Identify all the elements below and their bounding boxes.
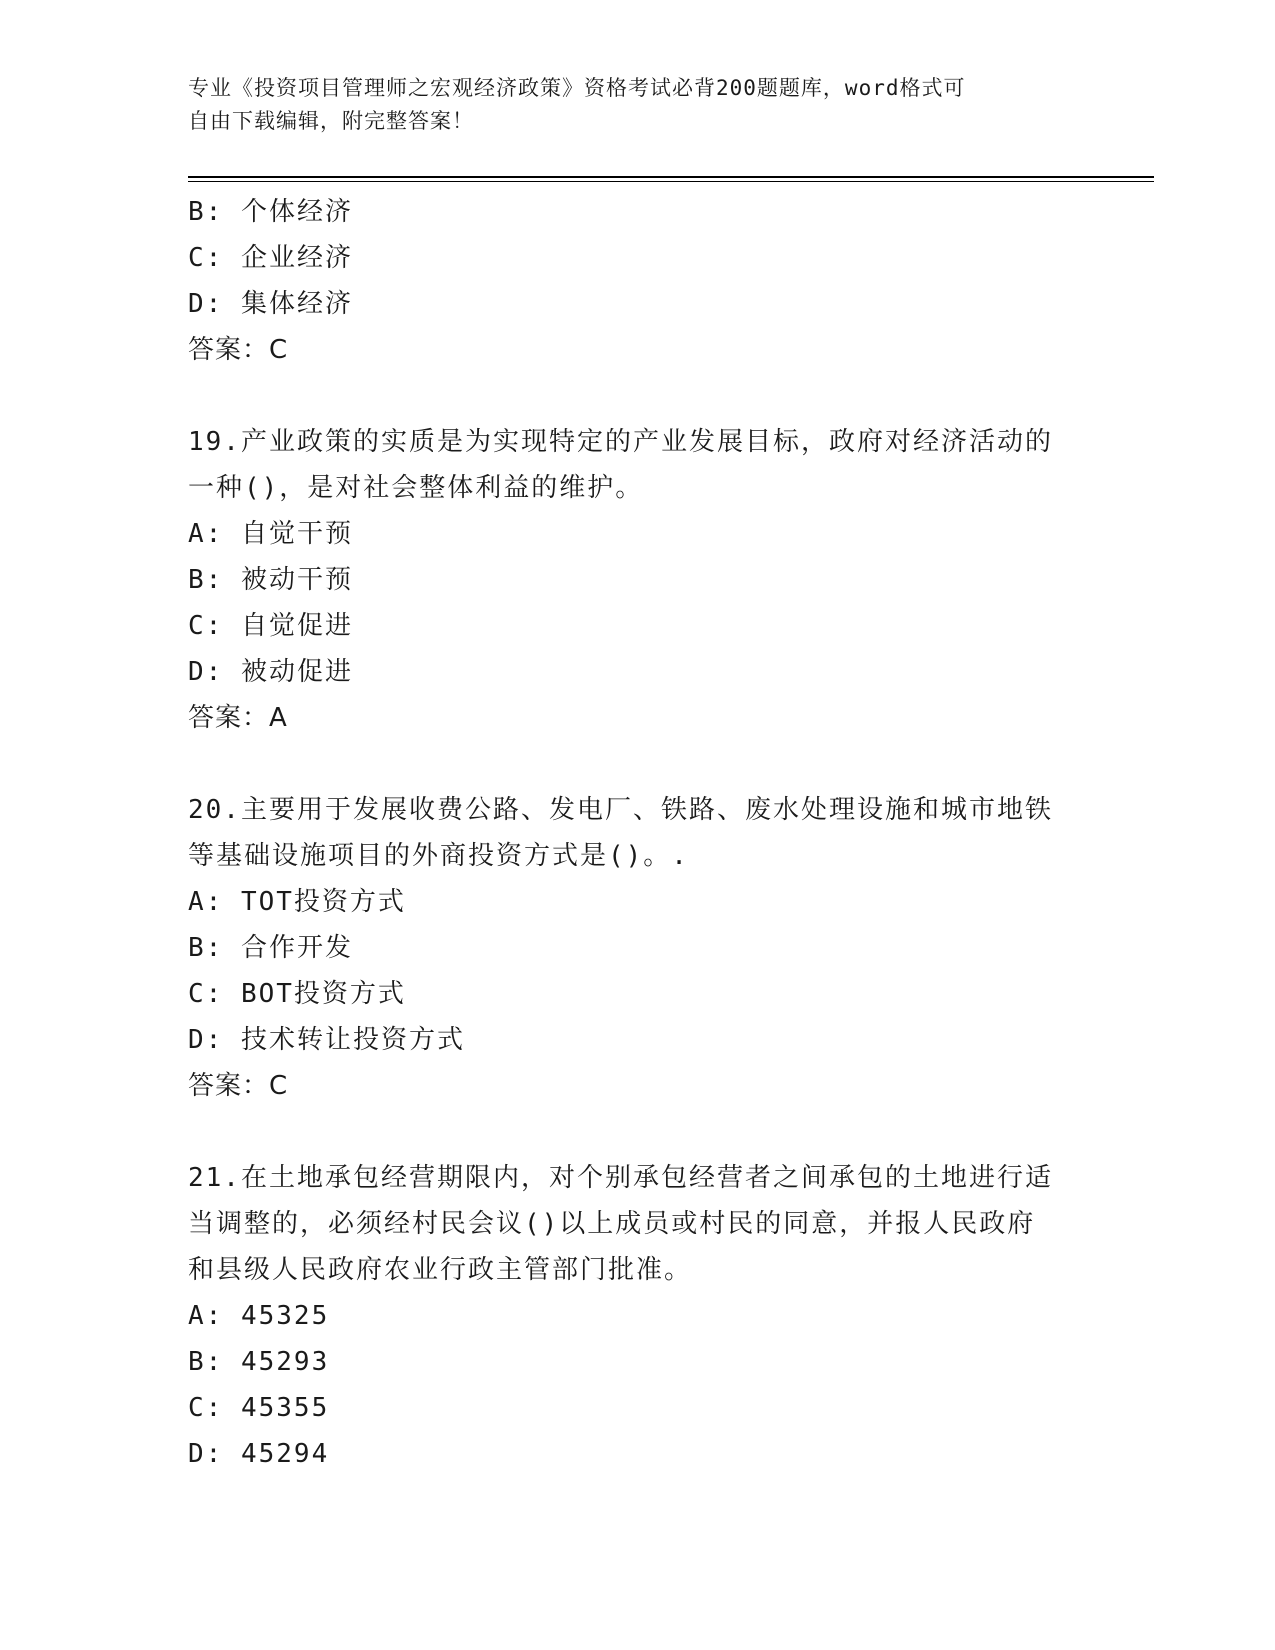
header-line-2: 自由下载编辑，附完整答案！ xyxy=(188,109,474,133)
option-b: B: 45293 xyxy=(188,1347,330,1377)
option-a: A: 自觉干预 xyxy=(188,519,353,549)
option-d: D: 被动促进 xyxy=(188,657,353,687)
answer-line: 答案：A xyxy=(188,703,288,733)
option-a: A: TOT投资方式 xyxy=(188,887,406,917)
spacer xyxy=(188,741,1088,787)
question-stem: 当调整的，必须经村民会议()以上成员或村民的同意，并报人民政府 xyxy=(188,1209,1036,1239)
answer-line: 答案：C xyxy=(188,1071,289,1101)
question-19 xyxy=(188,419,1088,741)
spacer xyxy=(188,1109,1088,1155)
option-c: C: 企业经济 xyxy=(188,243,353,273)
question-stem: 20.主要用于发展收费公路、发电厂、铁路、废水处理设施和城市地铁 xyxy=(188,795,1053,825)
question-20 xyxy=(188,787,1088,1109)
question-stem: 21.在土地承包经营期限内，对个别承包经营者之间承包的土地进行适 xyxy=(188,1163,1053,1193)
option-c: C: 自觉促进 xyxy=(188,611,353,641)
question-stem: 一种()，是对社会整体利益的维护。 xyxy=(188,473,644,503)
document-body xyxy=(188,189,1088,1477)
option-c: C: BOT投资方式 xyxy=(188,979,406,1009)
header-line-1: 专业《投资项目管理师之宏观经济政策》资格考试必背200题题库，word格式可 xyxy=(188,76,966,100)
option-c: C: 45355 xyxy=(188,1393,330,1423)
header-divider-thin xyxy=(188,181,1154,182)
option-a: A: 45325 xyxy=(188,1301,330,1331)
option-b: B: 被动干预 xyxy=(188,565,353,595)
option-d: D: 集体经济 xyxy=(188,289,353,319)
question-stem: 等基础设施项目的外商投资方式是()。. xyxy=(188,841,689,871)
answer-line: 答案：C xyxy=(188,335,289,365)
question-21 xyxy=(188,1155,1088,1477)
option-b: B: 个体经济 xyxy=(188,197,353,227)
question-stem: 和县级人民政府农业行政主管部门批准。 xyxy=(188,1255,693,1285)
document-header xyxy=(188,72,1068,138)
option-d: D: 技术转让投资方式 xyxy=(188,1025,465,1055)
header-divider-thick xyxy=(188,176,1154,178)
option-d: D: 45294 xyxy=(188,1439,330,1469)
question-stem: 19.产业政策的实质是为实现特定的产业发展目标，政府对经济活动的 xyxy=(188,427,1053,457)
spacer xyxy=(188,373,1088,419)
carryover-question xyxy=(188,189,1088,373)
option-b: B: 合作开发 xyxy=(188,933,353,963)
